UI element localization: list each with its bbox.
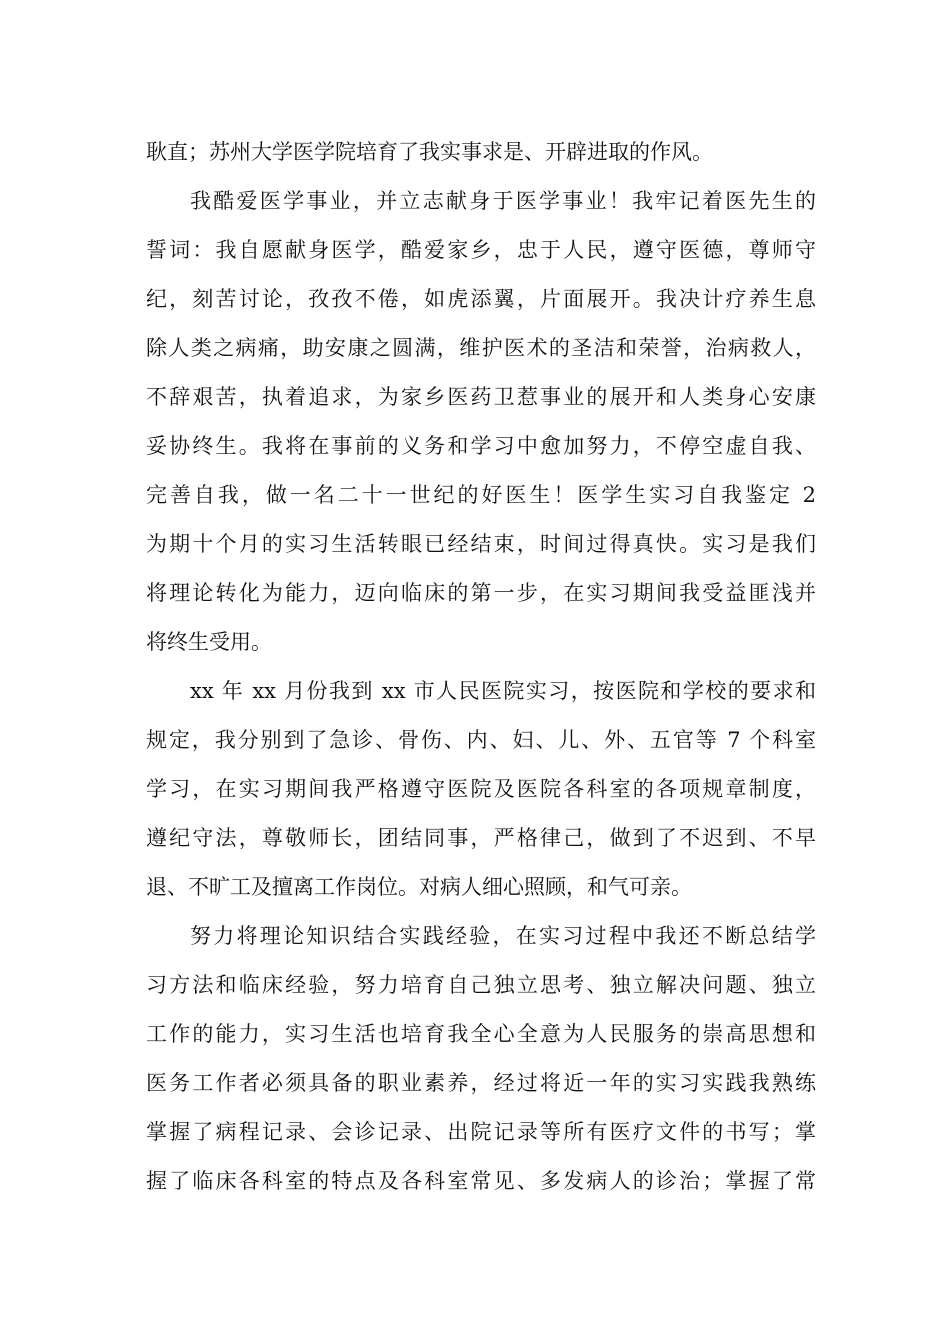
text-line: 医务工作者必须具备的职业素养，经过将近一年的实习实践我熟练 [146, 1071, 816, 1095]
text-line: 将理论转化为能力，迈向临床的第一步，在实习期间我受益匪浅并 [146, 581, 816, 605]
text-line: 学习，在实习期间我严格遵守医院及医院各科室的各项规章制度， [146, 777, 816, 801]
text-line: 我酷爱医学事业，并立志献身于医学事业！我牢记着医先生的 [190, 189, 816, 213]
text-line: 努力将理论知识结合实践经验，在实习过程中我还不断总结学 [190, 924, 816, 948]
text-line: 完善自我，做一名二十一世纪的好医生！医学生实习自我鉴定 2 [146, 483, 816, 507]
text-line: 规定，我分别到了急诊、骨伤、内、妇、儿、外、五官等 7 个科室 [146, 728, 816, 752]
text-line: 遵纪守法，尊敬师长，团结同事，严格律己，做到了不迟到、不早 [146, 826, 816, 850]
text-line: 纪，刻苦讨论，孜孜不倦，如虎添翼，片面展开。我决计疗养生息 [146, 287, 816, 311]
text-line: 耿直；苏州大学医学院培育了我实事求是、开辟进取的作风。 [146, 140, 713, 164]
text-line: 退、不旷工及擅离工作岗位。对病人细心照顾，和气可亲。 [146, 875, 692, 899]
text-line: 工作的能力，实习生活也培育我全心全意为人民服务的崇高思想和 [146, 1022, 816, 1046]
text-line: 握了临床各科室的特点及各科室常见、多发病人的诊治；掌握了常 [146, 1169, 816, 1193]
text-line: 习方法和临床经验，努力培育自己独立思考、独立解决问题、独立 [146, 973, 816, 997]
text-line: 掌握了病程记录、会诊记录、出院记录等所有医疗文件的书写；掌 [146, 1120, 816, 1144]
text-line: 为期十个月的实习生活转眼已经结束，时间过得真快。实习是我们 [146, 532, 816, 556]
text-line: 妥协终生。我将在事前的义务和学习中愈加努力，不停空虚自我、 [146, 434, 816, 458]
text-line: 除人类之病痛，助安康之圆满，维护医术的圣洁和荣誉，治病救人， [146, 336, 816, 360]
text-line: 不辞艰苦，执着追求，为家乡医药卫惹事业的展开和人类身心安康 [146, 385, 816, 409]
body-text [146, 128, 816, 1206]
text-line: 将终生受用。 [146, 630, 272, 654]
text-line: xx 年 xx 月份我到 xx 市人民医院实习，按医院和学校的要求和 [190, 679, 816, 703]
text-line: 誓词：我自愿献身医学，酷爱家乡，忠于人民，遵守医德，尊师守 [146, 238, 816, 262]
